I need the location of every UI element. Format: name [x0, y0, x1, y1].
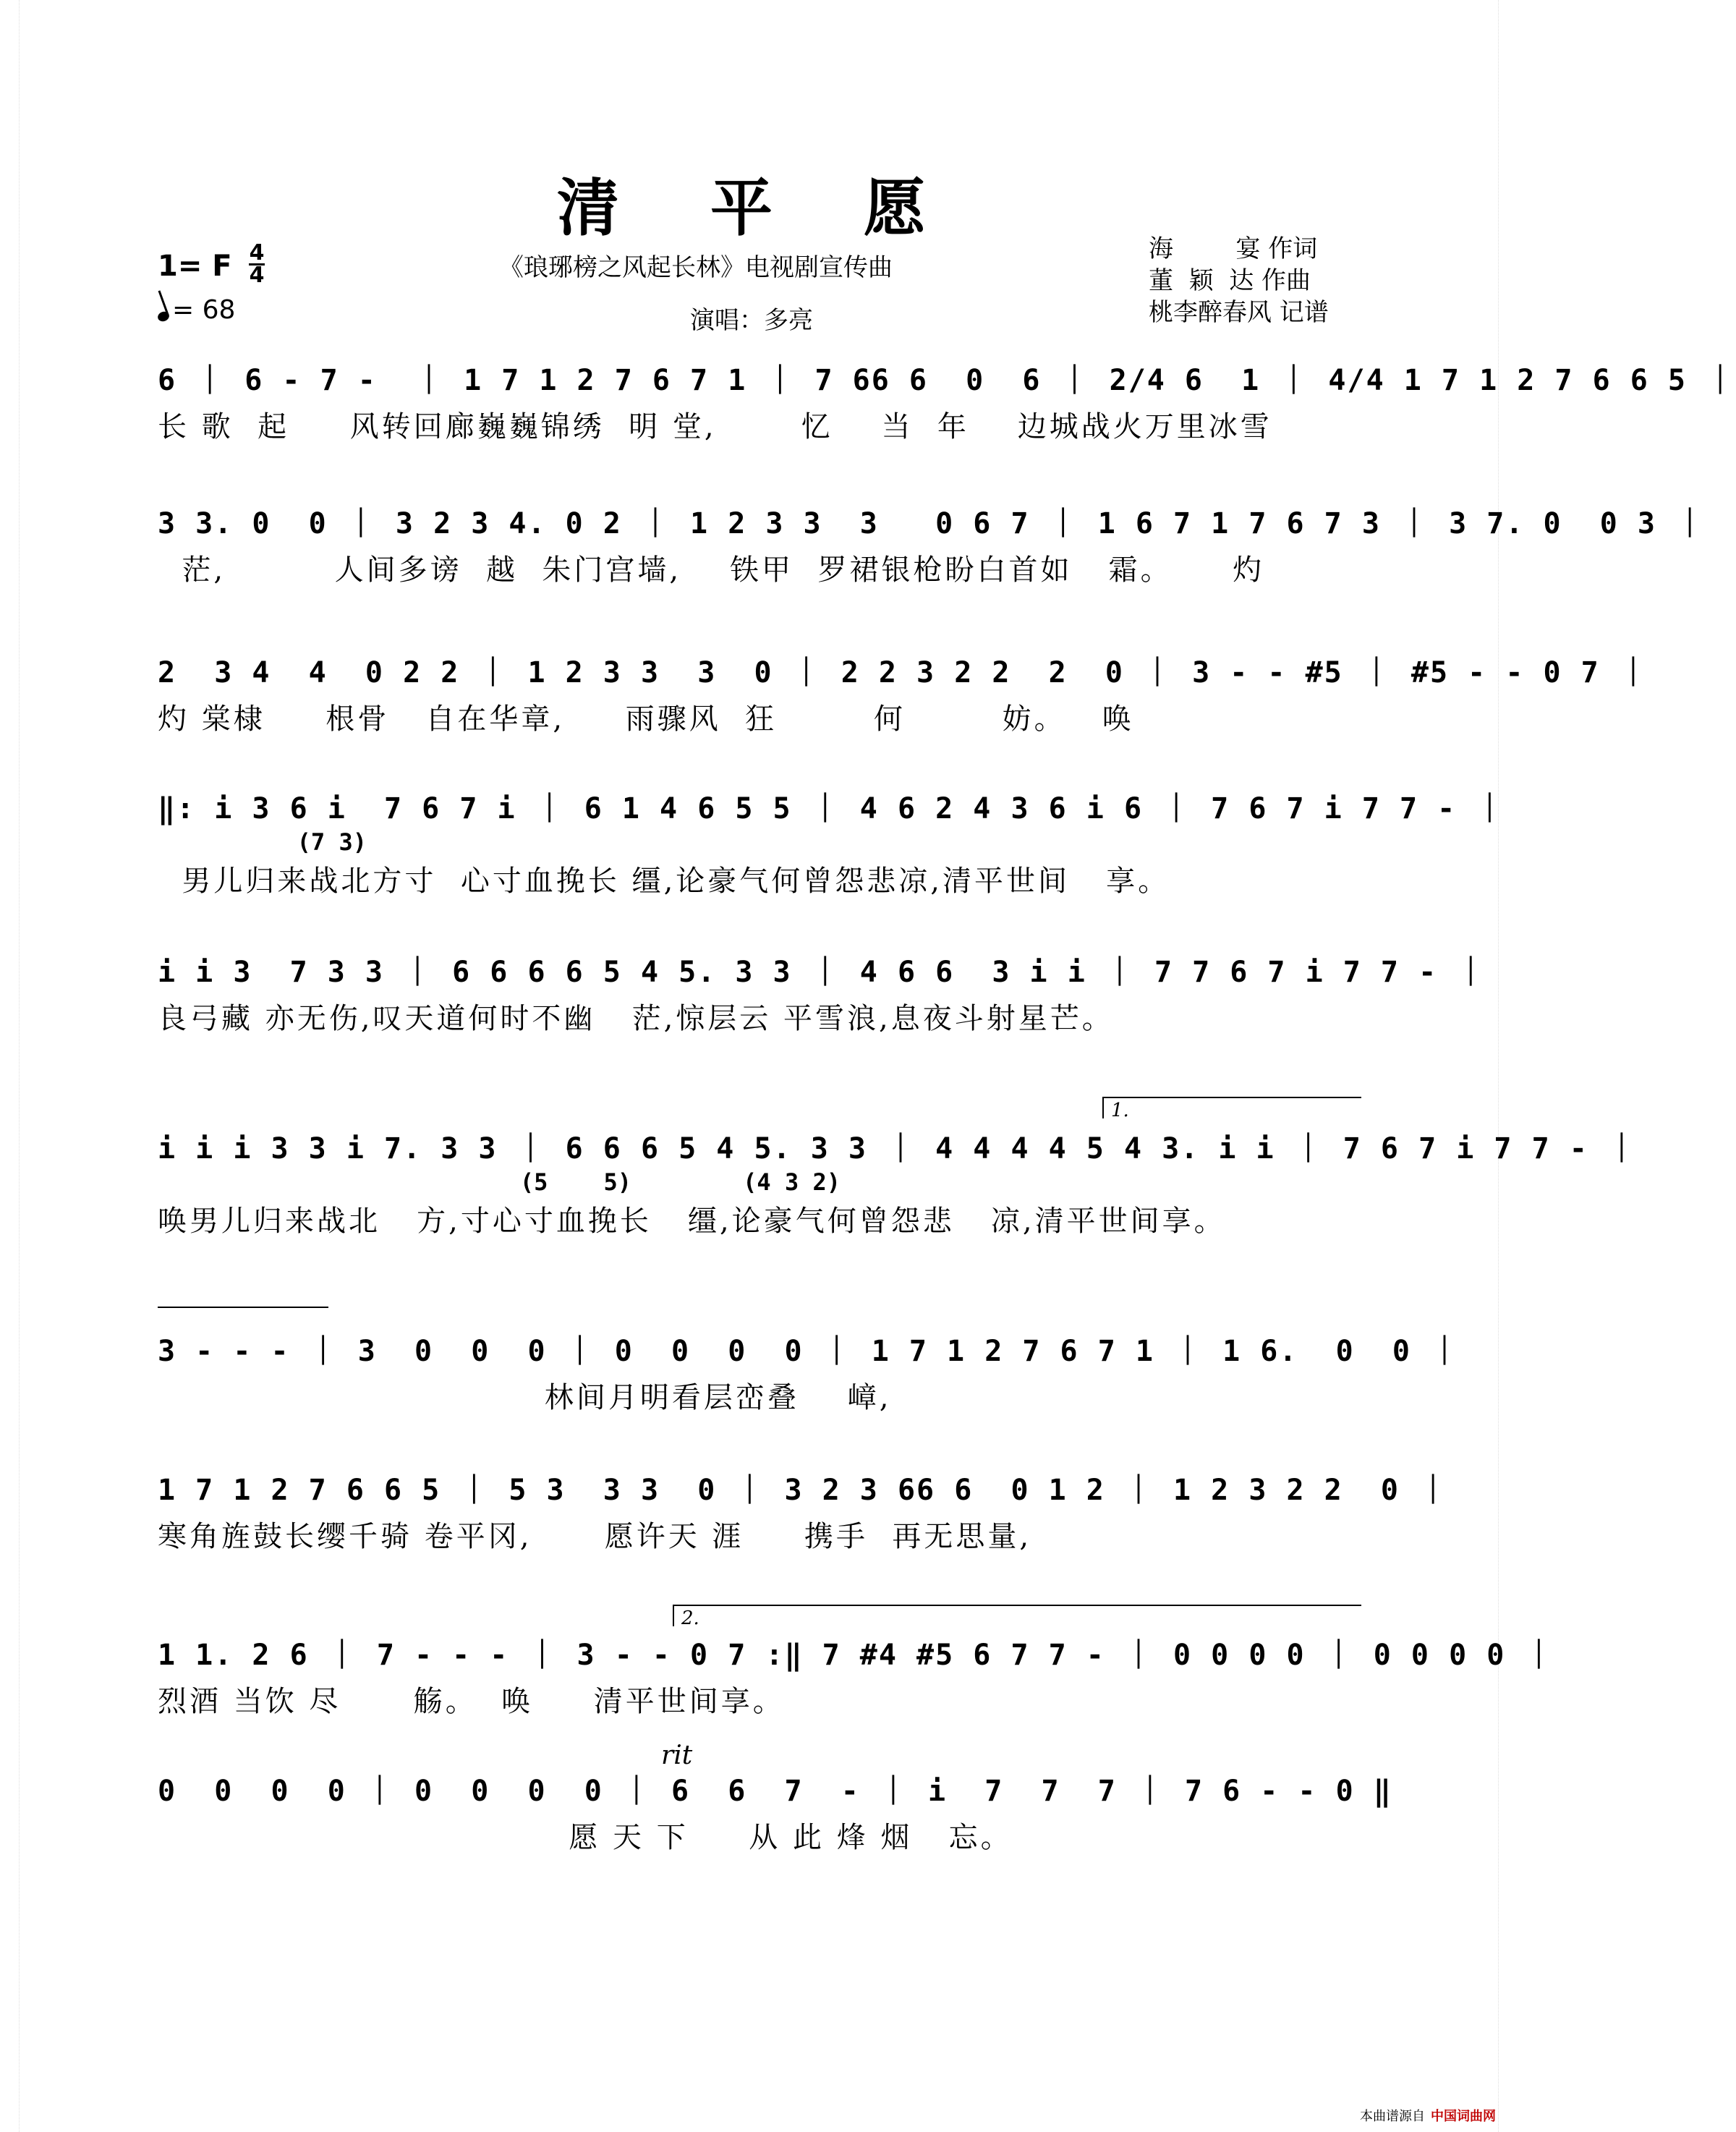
score-line-9	[158, 1636, 1555, 1722]
notation-line: 3 - - - ｜ 3 0 0 0 ｜ 0 0 0 0 ｜ 1 7 1 2 7 6 7 1 ｜ 1 6. 0 0 ｜	[158, 1335, 1461, 1368]
score-line-3	[158, 654, 1649, 739]
ritardando-marking: rit	[661, 1741, 693, 1770]
score-line-4	[158, 790, 1506, 901]
notation-line: 6 ｜ 6 - 7 - ｜ 1 7 1 2 7 6 7 1 ｜ 7 66 6 0 6 ｜ 2/4 6 1 ｜ 4/4 1 7 1 2 7 6 6 5 ｜	[158, 364, 1736, 397]
score-line-2	[158, 505, 1706, 590]
quarter-note-icon	[156, 310, 170, 323]
score-line-10	[158, 1772, 1392, 1858]
time-signature-top: 4	[249, 240, 265, 266]
footer-site-link[interactable]: 中国词曲网	[1431, 2109, 1496, 2124]
first-ending-continuation	[158, 1307, 328, 1328]
lyric-line: 唤男儿归来战北 方,寸心寸血挽长 缰,论豪气何曾怨悲 凉,清平世间享。	[158, 1205, 1226, 1238]
second-ending-label: 2.	[681, 1608, 699, 1629]
notation-line: 2 3 4 4 0 2 2 ｜ 1 2 3 3 3 0 ｜ 2 2 3 2 2 2 0 ｜ 3 - - #5 ｜ #5 - - 0 7 ｜	[158, 656, 1649, 689]
lyric-line: 愿 天 下 从 此 烽 烟 忘。	[158, 1821, 1013, 1854]
transcriber-credit: 桃李醉春风 记谱	[1149, 298, 1329, 327]
composer-credit: 董 颖 达 作曲	[1149, 266, 1311, 295]
second-ending-bracket	[673, 1605, 1361, 1629]
lyric-line: 灼 棠棣 根骨 自在华章, 雨骤风 狂 何 妨。 唤	[158, 702, 1134, 736]
notation-line: 0 0 0 0 ｜ 0 0 0 0 ｜ 6 6 7 - ｜ i 7 7 7 ｜ 7 6 - - 0 ‖	[158, 1775, 1392, 1808]
song-title: 清 平 愿	[557, 171, 961, 245]
lyric-line: 良弓藏 亦无伤,叹天道何时不幽 茫,惊层云 平雪浪,息夜斗射星芒。	[158, 1002, 1114, 1035]
tempo-value: = 68	[172, 295, 236, 325]
alternate-notes: (7 3)	[158, 828, 367, 856]
singer-credit: 演唱：多亮	[690, 306, 813, 335]
score-line-8	[158, 1471, 1450, 1557]
song-subtitle: 《琅琊榜之风起长林》电视剧宣传曲	[499, 253, 893, 282]
lyric-line: 寒角旌鼓长缨千骑 卷平冈, 愿许天 涯 携手 再无思量,	[158, 1520, 1032, 1553]
left-margin-strip	[0, 0, 20, 2132]
first-ending-bracket	[1102, 1097, 1361, 1121]
score-line-5	[158, 954, 1487, 1039]
notation-line: 3 3. 0 0 ｜ 3 2 3 4. 0 2 ｜ 1 2 3 3 3 0 6 7 ｜ 1 6 7 1 7 6 7 3 ｜ 3 7. 0 0 3 ｜	[158, 507, 1706, 540]
footer-source-text: 本曲谱源自	[1360, 2109, 1425, 2124]
notation-line: 1 7 1 2 7 6 6 5 ｜ 5 3 3 3 0 ｜ 3 2 3 66 6 0 1 2 ｜ 1 2 3 2 2 0 ｜	[158, 1474, 1450, 1507]
notation-line: i i i 3 3 i 7. 3 3 ｜ 6 6 6 5 4 5. 3 3 ｜ 4 4 4 4 5 4 3. i i ｜ 7 6 7 i 7 7 - ｜	[158, 1132, 1638, 1165]
source-footer	[1360, 2106, 1496, 2125]
time-signature-bottom: 4	[249, 263, 265, 288]
key-signature: 1= F	[158, 250, 232, 283]
lyric-line: 男儿归来战北方寸 心寸血挽长 缰,论豪气何曾怨悲凉,清平世间 享。	[158, 865, 1170, 898]
notation-line: i i 3 7 3 3 ｜ 6 6 6 6 5 4 5. 3 3 ｜ 4 6 6 3 i i ｜ 7 7 6 7 i 7 7 - ｜	[158, 956, 1487, 989]
score-line-7	[158, 1333, 1461, 1418]
tempo-marking	[158, 295, 235, 325]
alternate-notes: (5 5) (4 3 2)	[158, 1168, 841, 1196]
lyricist-credit: 海 宴 作词	[1149, 234, 1318, 263]
score-line-6	[158, 1130, 1638, 1241]
notation-line: 1 1. 2 6 ｜ 7 - - - ｜ 3 - - 0 7 :‖ 7 #4 #5 6 7 7 - ｜ 0 0 0 0 ｜ 0 0 0 0 ｜	[158, 1639, 1555, 1672]
first-ending-label: 1.	[1111, 1100, 1129, 1121]
lyric-line: 长 歌 起 风转回廊巍巍锦绣 明 堂, 忆 当 年 边城战火万里冰雪	[158, 410, 1272, 443]
time-signature	[249, 240, 265, 288]
lyric-line: 林间月明看层峦叠 嶂,	[158, 1381, 892, 1414]
lyric-line: 茫, 人间多谤 越 朱门宫墙, 铁甲 罗裙银枪盼白首如 霜。 灼	[158, 553, 1265, 587]
right-margin-strip	[1498, 0, 1518, 2132]
lyric-line: 烈酒 当饮 尽 觞。 唤 清平世间享。	[158, 1685, 785, 1718]
composer-credits	[1149, 233, 1329, 328]
score-line-1	[158, 362, 1736, 447]
notation-line: ‖: i 3 6 i 7 6 7 i ｜ 6 1 4 6 5 5 ｜ 4 6 2 4 3 6 i 6 ｜ 7 6 7 i 7 7 - ｜	[158, 792, 1506, 825]
